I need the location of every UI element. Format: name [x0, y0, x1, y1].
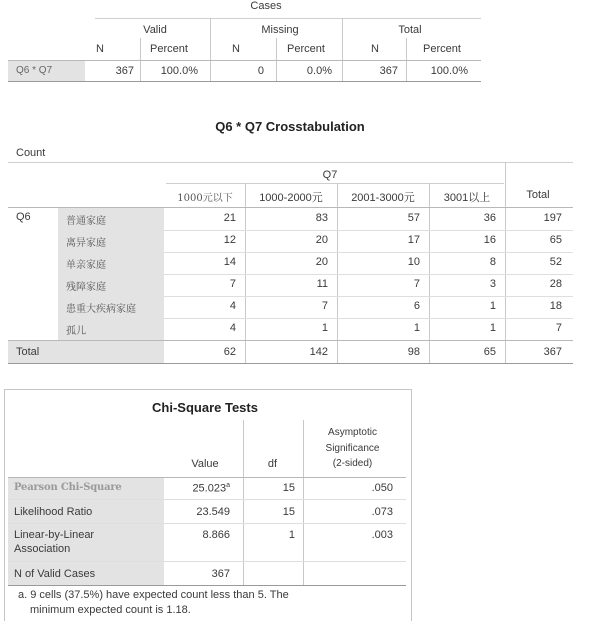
- n-valid-label: N of Valid Cases: [14, 568, 96, 580]
- pearson-value: [172, 482, 230, 495]
- crosstab-cell: 18: [549, 300, 562, 312]
- crosstab-row-label: 普通家庭: [66, 216, 106, 227]
- likelihood-value: 23.549: [196, 506, 230, 518]
- crosstab-cell: 14: [223, 256, 236, 268]
- crosstab-cell: 17: [407, 234, 420, 246]
- crosstab-cell: 3: [489, 278, 496, 290]
- pearson-df: 15: [282, 482, 295, 494]
- crosstab-cell: 16: [483, 234, 496, 246]
- crosstab-row-label: 孤儿: [66, 326, 86, 337]
- col-header-df: df: [267, 458, 278, 470]
- crosstab-row-label: 残障家庭: [66, 282, 106, 293]
- crosstab-row-label: 单亲家庭: [66, 260, 106, 271]
- pearson-footnote-marker: a: [226, 482, 230, 489]
- crosstab-row-label: 离异家庭: [66, 238, 106, 249]
- total-all: 367: [543, 346, 562, 358]
- crosstab-title: Q6 * Q7 Crosstabulation: [215, 119, 365, 134]
- col-header-missing-percent: Percent: [287, 43, 325, 55]
- crosstab-cell: 1: [413, 322, 420, 334]
- count-label: Count: [16, 147, 46, 159]
- summary-valid-percent: 100.0%: [160, 65, 198, 77]
- col-header-significance: Significance: [325, 443, 380, 454]
- footnote-line-2: minimum expected count is 1.18.: [30, 604, 191, 616]
- crosstab-cell: 10: [407, 256, 420, 268]
- col-header-total-percent: Percent: [423, 43, 461, 55]
- footnote-line-1: a. 9 cells (37.5%) have expected count less than 5. The: [18, 589, 289, 601]
- crosstab-cell: 65: [549, 234, 562, 246]
- crosstab-cell: 6: [413, 300, 420, 312]
- total-under-1000: 62: [223, 346, 236, 358]
- linear-label-line1: Linear-by-Linear: [14, 529, 95, 541]
- crosstab-cell: 7: [321, 300, 328, 312]
- linear-sig: .003: [371, 529, 393, 541]
- n-valid-value: 367: [211, 568, 230, 580]
- col-header-missing-n: N: [232, 43, 240, 55]
- likelihood-sig: .073: [371, 506, 393, 518]
- total-2001-3000: 98: [407, 346, 420, 358]
- crosstab-cell: 20: [315, 234, 328, 246]
- pearson-label: Pearson Chi-Square: [14, 482, 122, 493]
- pearson-value-text: 25.023: [192, 482, 227, 495]
- likelihood-df: 15: [282, 506, 295, 518]
- crosstab-cell: 4: [229, 300, 236, 312]
- col-header-under-1000: 1000元以下: [177, 193, 233, 204]
- summary-missing-percent: 0.0%: [306, 65, 332, 77]
- missing-group-header: Missing: [261, 24, 299, 36]
- col-header-total: Total: [526, 189, 550, 201]
- crosstab-cell: 7: [555, 322, 562, 334]
- crosstab-cell: 12: [223, 234, 236, 246]
- col-var-label: Q7: [322, 169, 338, 181]
- pearson-sig: .050: [371, 482, 393, 494]
- col-header-total-n: N: [371, 43, 379, 55]
- chi-square-title: Chi-Square Tests: [152, 400, 258, 415]
- crosstab-cell: 1: [489, 300, 496, 312]
- crosstab-cell: 11: [316, 278, 328, 290]
- summary-valid-n: 367: [115, 65, 134, 77]
- col-header-asymptotic: Asymptotic: [328, 427, 377, 438]
- crosstab-cell: 8: [489, 256, 496, 268]
- likelihood-label: Likelihood Ratio: [14, 506, 93, 518]
- crosstab-row-label: 患重大疾病家庭: [66, 304, 136, 315]
- crosstab-cell: 36: [483, 212, 496, 224]
- cases-header: Cases: [250, 0, 282, 12]
- crosstab-cell: 7: [229, 278, 236, 290]
- summary-missing-n: 0: [257, 65, 264, 77]
- total-group-header: Total: [398, 24, 422, 36]
- row-var-label: Q6: [16, 211, 31, 223]
- crosstab-cell: 52: [549, 256, 562, 268]
- crosstab-cell: 83: [315, 212, 328, 224]
- summary-row-label: Q6 * Q7: [16, 65, 53, 76]
- crosstab-cell: 21: [223, 212, 236, 224]
- summary-total-percent: 100.0%: [430, 65, 468, 77]
- summary-total-n: 367: [379, 65, 398, 77]
- crosstab-cell: 1: [321, 322, 328, 334]
- linear-value: 8.866: [202, 529, 230, 541]
- total-1000-2000: 142: [309, 346, 328, 358]
- linear-label-line2: Association: [14, 543, 71, 555]
- linear-df: 1: [288, 529, 295, 541]
- crosstab-cell: 7: [413, 278, 420, 290]
- crosstab-cell: 20: [315, 256, 328, 268]
- col-header-valid-percent: Percent: [150, 43, 188, 55]
- valid-group-header: Valid: [143, 24, 167, 36]
- crosstab-cell: 28: [549, 278, 562, 290]
- col-header-over-3001: 3001以上: [443, 192, 491, 204]
- total-over-3001: 65: [483, 346, 496, 358]
- col-header-valid-n: N: [96, 43, 104, 55]
- col-header-2001-3000: 2001-3000元: [351, 192, 415, 204]
- col-header-value: Value: [191, 458, 219, 470]
- col-header-1000-2000: 1000-2000元: [259, 192, 323, 204]
- crosstab-cell: 1: [489, 322, 496, 334]
- total-row-label: Total: [16, 346, 40, 358]
- crosstab-cell: 197: [543, 212, 562, 224]
- crosstab-cell: 4: [229, 322, 236, 334]
- col-header-two-sided: (2-sided): [332, 458, 373, 469]
- crosstab-cell: 57: [407, 212, 420, 224]
